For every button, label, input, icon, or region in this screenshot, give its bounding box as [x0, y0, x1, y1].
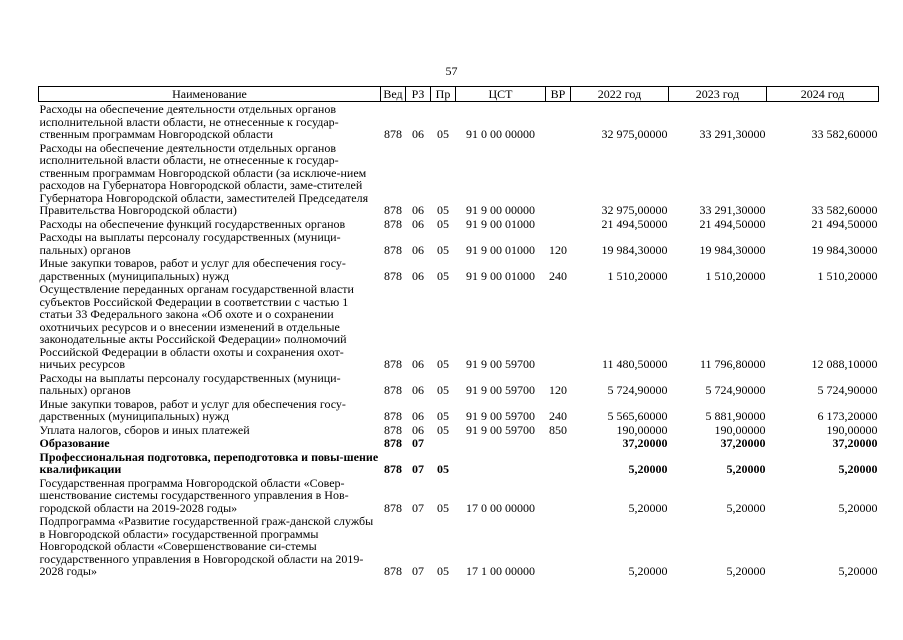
row-2023: 11 796,80000: [699, 357, 766, 371]
row-vr: [546, 217, 571, 231]
table-row: [39, 436, 879, 450]
table-row: [39, 282, 879, 371]
row-name: Иные закупки товаров, работ и услуг для обеспечения госу-дарственных (муниципальных) нужд: [39, 256, 346, 283]
row-ved: 878: [384, 127, 402, 141]
row-2023: 19 984,30000: [699, 242, 766, 257]
row-2022: 5,20000: [628, 564, 668, 578]
row-2022: 5 565,60000: [607, 409, 668, 423]
row-rz: 06: [412, 383, 424, 397]
row-cst: 91 9 00 00000: [466, 203, 535, 217]
row-ved: 878: [384, 203, 402, 217]
row-vr: [546, 514, 571, 578]
row-2024: 5,20000: [838, 500, 878, 515]
row-pr: 05: [437, 500, 449, 515]
row-pr: [431, 436, 456, 450]
row-2022: 32 975,00000: [601, 127, 668, 141]
row-cst: 91 9 00 59700: [466, 383, 535, 397]
row-2022: 190,00000: [616, 422, 668, 437]
table-row: [39, 450, 879, 476]
row-2022: 1 510,20000: [607, 268, 668, 283]
row-cst: 91 9 00 01000: [466, 268, 535, 283]
row-2022: 19 984,30000: [601, 242, 668, 257]
row-2023: 21 494,50000: [699, 216, 766, 231]
row-2023: 190,00000: [714, 422, 766, 437]
row-name: Расходы на выплаты персоналу государственных (муници-пальных) органов: [39, 370, 341, 397]
row-2022: 21 494,50000: [601, 216, 668, 231]
row-vr: [546, 282, 571, 371]
table-row: [39, 423, 879, 437]
row-2024: 5,20000: [838, 462, 878, 476]
row-pr: 05: [437, 564, 449, 578]
row-name: Образование: [39, 436, 110, 450]
row-pr: 05: [437, 409, 449, 423]
row-pr: 05: [437, 268, 449, 283]
row-rz: 06: [412, 242, 424, 257]
header-vr: ВР: [546, 87, 571, 102]
row-2023: 37,20000: [720, 436, 766, 450]
header-pr: Пр: [431, 87, 456, 102]
row-ved: 878: [384, 564, 402, 578]
row-name: Расходы на выплаты персоналу государственных (муници-пальных) органов: [39, 230, 341, 257]
row-ved: 878: [384, 422, 402, 437]
row-ved: 878: [384, 357, 402, 371]
row-rz: 07: [412, 564, 424, 578]
row-vr: 240: [549, 268, 567, 283]
header-rz: РЗ: [406, 87, 431, 102]
header-ved: Вед: [381, 87, 406, 102]
header-2024: 2024 год: [767, 87, 879, 102]
row-rz: 06: [412, 357, 424, 371]
row-cst: 91 9 00 01000: [466, 242, 535, 257]
table-row: [39, 256, 879, 282]
row-vr: 850: [549, 422, 567, 437]
table-row: [39, 397, 879, 423]
table-row: [39, 514, 879, 578]
row-ved: 878: [384, 242, 402, 257]
row-2024: 5,20000: [838, 564, 878, 578]
row-2024: 21 494,50000: [811, 216, 878, 231]
row-2022: 32 975,00000: [601, 203, 668, 217]
row-pr: 05: [437, 357, 449, 371]
row-cst: [456, 436, 546, 450]
row-2023: 5 724,90000: [705, 383, 766, 397]
row-vr: [546, 102, 571, 141]
row-vr: 120: [549, 383, 567, 397]
row-ved: 878: [384, 216, 402, 231]
header-name: Наименование: [39, 87, 381, 102]
row-ved: 878: [384, 383, 402, 397]
table-row: [39, 102, 879, 141]
row-2024: 33 582,60000: [811, 203, 878, 217]
table-row: [39, 476, 879, 515]
row-name: Профессиональная подготовка, переподготовка и повы-шение квалификации: [39, 449, 379, 476]
row-2023: 5,20000: [726, 500, 766, 515]
row-pr: 05: [437, 216, 449, 231]
row-cst: 91 0 00 00000: [466, 127, 535, 141]
row-ved: 878: [384, 436, 402, 450]
row-2022: 5 724,90000: [607, 383, 668, 397]
row-ved: 878: [384, 409, 402, 423]
table-row: [39, 141, 879, 217]
row-rz: 07: [412, 462, 424, 476]
table-row: [39, 371, 879, 397]
row-name: Осуществление переданных органам государственной власти субъектов Российской Федерации в соответствии с частью 1 статьи 33 Федерального закона «Об охоте и о сохранении охотничьих ресурсов и о внесении изменений в отдельные законодательные акты Российской Федерации» полномочий Российской Федерации в области охоты и сохранения охот-ничьих ресурсов: [39, 282, 354, 371]
row-pr: 05: [437, 462, 449, 476]
row-name: Государственная программа Новгородской области «Совер-шенствование системы государственного управления в Нов-городской области на 2019-2028 годы»: [39, 475, 349, 515]
row-cst: 91 9 00 59700: [466, 357, 535, 371]
table-row: [39, 217, 879, 231]
row-2022: 37,20000: [622, 436, 668, 450]
row-pr: 05: [437, 127, 449, 141]
row-ved: 878: [384, 462, 402, 476]
row-vr: [546, 476, 571, 515]
row-pr: 05: [437, 203, 449, 217]
row-cst: 91 9 00 59700: [466, 422, 535, 437]
row-2024: 5 724,90000: [817, 383, 878, 397]
row-vr: 240: [549, 409, 567, 423]
row-name: Уплата налогов, сборов и иных платежей: [39, 422, 250, 437]
row-cst: 91 9 00 01000: [466, 216, 535, 231]
header-2023: 2023 год: [669, 87, 767, 102]
row-rz: 06: [412, 216, 424, 231]
row-2022: 11 480,50000: [601, 357, 668, 371]
row-vr: [546, 436, 571, 450]
table-body: [39, 102, 879, 578]
row-rz: 06: [412, 127, 424, 141]
row-rz: 06: [412, 409, 424, 423]
row-rz: 06: [412, 268, 424, 283]
row-2024: 1 510,20000: [817, 268, 878, 283]
row-vr: [546, 450, 571, 476]
header-2022: 2022 год: [571, 87, 669, 102]
header-cst: ЦСТ: [456, 87, 546, 102]
row-2023: 5,20000: [726, 462, 766, 476]
row-pr: 05: [437, 242, 449, 257]
row-cst: 17 0 00 00000: [466, 500, 535, 515]
row-name: Иные закупки товаров, работ и услуг для обеспечения госу-дарственных (муниципальных) нужд: [39, 396, 346, 423]
row-rz: 07: [412, 500, 424, 515]
row-2024: 37,20000: [832, 436, 878, 450]
row-vr: 120: [549, 242, 567, 257]
row-vr: [546, 141, 571, 217]
row-rz: 07: [412, 436, 424, 450]
row-2023: 5 881,90000: [705, 409, 766, 423]
row-2024: 190,00000: [826, 422, 878, 437]
row-name: Расходы на обеспечение деятельности отдельных органов исполнительной власти области, не отнесенные к государ-ственным программам Новгородской области: [39, 102, 339, 141]
row-ved: 878: [384, 500, 402, 515]
row-2022: 5,20000: [628, 500, 668, 515]
row-cst: 17 1 00 00000: [466, 564, 535, 578]
row-2024: 33 582,60000: [811, 127, 878, 141]
row-ved: 878: [384, 268, 402, 283]
row-pr: 05: [437, 383, 449, 397]
table-row: [39, 230, 879, 256]
row-2022: 5,20000: [628, 462, 668, 476]
row-rz: 06: [412, 422, 424, 437]
row-cst: [456, 450, 546, 476]
row-pr: 05: [437, 422, 449, 437]
row-name: Расходы на обеспечение функций государственных органов: [39, 216, 346, 231]
row-name: Расходы на обеспечение деятельности отдельных органов исполнительной власти области, не отнесенные к государ-ственным программам Новгородской области (за исключе-нием расходов на Губернатора Новгородской области, заме-стителей Губернатора Новгородской области, заместителей Председателя Правительства Новгородской области): [39, 140, 369, 217]
row-name: Подпрограмма «Развитие государственной граж-данской службы в Новгородской области» государственной программы Новгородской области «Совершенствование си-стемы государственного управления в Новгородской области на 2019-2028 годы»: [39, 514, 374, 578]
budget-table: [38, 86, 879, 578]
row-2024: 6 173,20000: [817, 409, 878, 423]
row-2024: 19 984,30000: [811, 242, 878, 257]
row-cst: 91 9 00 59700: [466, 409, 535, 423]
row-2023: 1 510,20000: [705, 268, 766, 283]
page-number: 57: [445, 64, 458, 78]
row-2024: 12 088,10000: [811, 357, 878, 371]
table-header-row: [39, 87, 879, 102]
row-rz: 06: [412, 203, 424, 217]
row-2023: 33 291,30000: [699, 203, 766, 217]
row-2023: 33 291,30000: [699, 127, 766, 141]
row-2023: 5,20000: [726, 564, 766, 578]
